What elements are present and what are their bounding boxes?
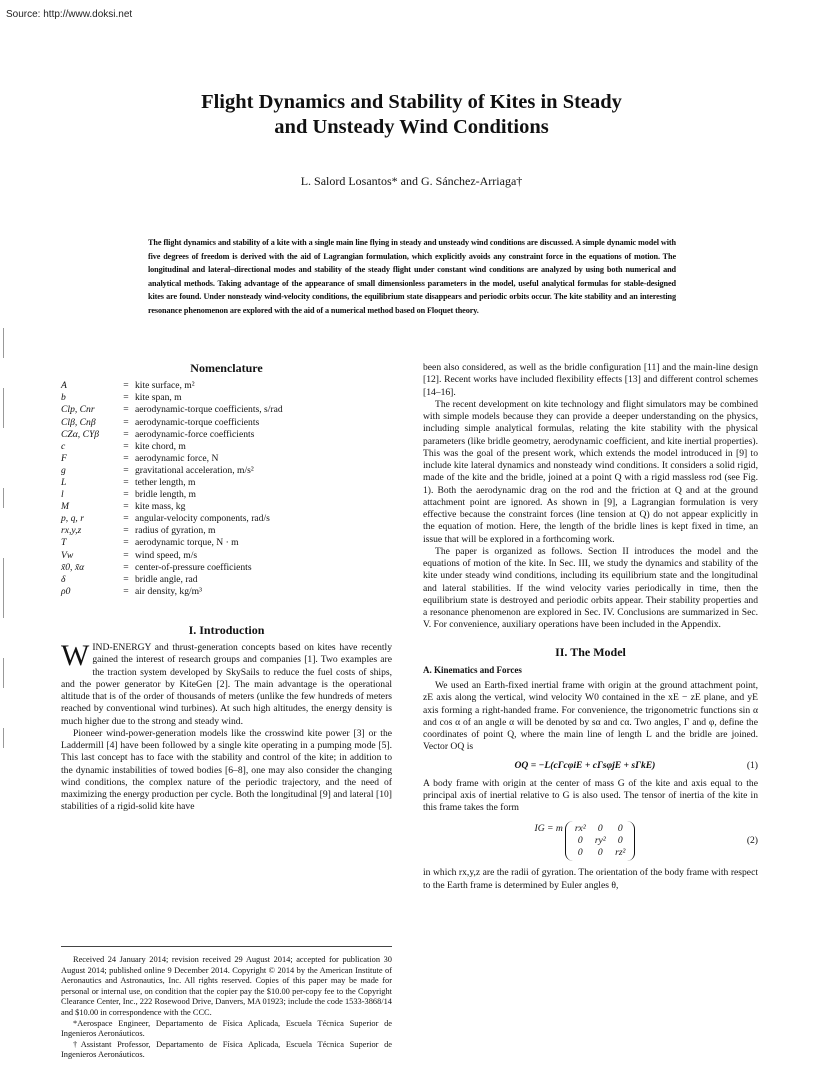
nomenclature-symbol: L — [61, 477, 67, 488]
equation-1 — [423, 760, 758, 772]
right-paragraph-1: been also considered, as well as the bridle configuration [11] and the main-line design [12]. Recent works have included flexibility effects [13] and different control schemes [14–16]. — [423, 362, 758, 398]
nomenclature-equals: = — [123, 561, 129, 573]
left-column — [61, 362, 392, 814]
kinematics-subheading: A. Kinematics and Forces — [423, 664, 522, 675]
nomenclature-description: air density, kg/m³ — [135, 585, 203, 597]
nomenclature-description: tether length, m — [135, 477, 196, 488]
matrix-cell: rz² — [615, 847, 626, 858]
nomenclature-symbol: Vw — [61, 549, 74, 561]
nomenclature-equals: = — [123, 513, 129, 525]
drop-cap: W — [61, 639, 90, 673]
nomenclature-symbol: M — [61, 501, 69, 513]
equation-1-body: OQ = −L(cΓcφiE + cΓsφjE + sΓkE) — [514, 759, 656, 771]
right-paragraph-2: The recent development on kite technology and flight simulators may be combined with simple models because they can provide a deeper understanding on the physics, including simple analytical formulas, relating the kite stability with the physical parameters (like bridle geometry, aerodynamic coefficient, and kite inertial properties). This was the goal of the present work, which extends the model introduced in [9] to include kite lateral dynamics and nonsteady wind conditions. It considers a solid rigid, made of the kite and the bridle, joined at a point Q with a rigid massless rod (see Fig. 1). Both the aerodynamic drag on the rod and the friction at Q and at the ground attachment point are ignored. As shown in [9], a Lagrangian formulation is very effective because the constraint forces (line tension at Q) do not appear explicitly in the equation of motion. Here, the length of the bridle lines is kept fixed in time, an issue that will be explored in a forthcoming work. — [423, 398, 758, 545]
matrix-cell: 0 — [617, 822, 623, 834]
equation-2-number: (2) — [746, 834, 758, 846]
paper-title — [100, 90, 723, 140]
nomenclature-description: center-of-pressure coefficients — [135, 561, 252, 573]
nomenclature-description: kite chord, m — [135, 440, 186, 452]
nomenclature-description: kite span, m — [135, 392, 182, 404]
nomenclature-description: aerodynamic force, N — [135, 452, 219, 464]
nomenclature-equals: = — [123, 452, 129, 464]
matrix-cell: 0 — [577, 834, 583, 846]
nomenclature-table — [61, 380, 392, 598]
margin-marks — [1, 328, 7, 748]
matrix-cell: 0 — [617, 834, 623, 846]
abstract: The flight dynamics and stability of a kite with a single main line flying in steady and unsteady wind conditions are discussed. A simple dynamic model with five degrees of freedom is derived with the aid of Lagrangian formulation, which explicitly avoids any constraint force in the equations of motion. The longitudinal and lateral–directional modes and stability of the steady flight under constant wind conditions are analyzed by using both numerical and analytical methods. Taking advantage of the appearance of small dimensionless parameters in the model, useful analytical formulas for stable-designed kites are found. Under nonsteady wind-velocity conditions, the equilibrium state disappears and periodic orbits occur. The kite stability and an interesting resonance phenomenon are explored with the aid of a numerical method based on Floquet theory. — [148, 238, 676, 315]
matrix-cell: 0 — [577, 847, 583, 858]
nomenclature-description: aerodynamic torque, N · m — [135, 537, 239, 549]
footnote-author-2: †Assistant Professor, Departamento de Física Aplicada, Escuela Técnica Superior de Ingenieros Aeronáuticos. — [61, 1039, 392, 1060]
right-column — [423, 362, 758, 892]
nomenclature-symbol: A — [61, 380, 67, 392]
right-paragraph-4: We used an Earth-fixed inertial frame with origin at the ground attachment point, zE axis along the vertical, wind velocity W0 contained in the xE − zE plane, and yE axis forming a right-handed frame. For convenience, the trigonometric functions sin α and cos α of an angle α will be denoted by sα and cα. Two angles, Γ and φ, define the coordinates of point Q, where the main line of length L and the bridle are joined. Vector OQ is — [423, 680, 758, 753]
title-line-2: and Unsteady Wind Conditions — [274, 116, 549, 138]
nomenclature-equals: = — [123, 477, 129, 488]
right-paragraph-3: The paper is organized as follows. Section II introduces the model and the equations of motion of the kite. In Sec. III, we study the dynamics and stability of the kite under steady wind conditions, including its equilibrium state and the longitudinal and lateral stabilities. If the wind velocity varies periodically in time, then the equilibrium state is destroyed and periodic orbits appear. Their stability properties and a resonance phenomenon are explored in Sec. IV. Conclusions are summarized in Sec. V. For convenience, auxiliary operations have been included in the Appendix. — [423, 545, 758, 631]
nomenclature-description: aerodynamic-torque coefficients, s/rad — [135, 404, 283, 416]
right-paragraph-6: in which rx,y,z are the radii of gyration. The orientation of the body frame with respect to the Earth frame is determined by Euler angles θ, — [423, 867, 758, 891]
title-line-1: Flight Dynamics and Stability of Kites in Steady — [201, 91, 622, 113]
nomenclature-symbol: Clp, Cnr — [61, 404, 95, 416]
nomenclature-symbol: CZα, CYβ — [61, 428, 100, 440]
nomenclature-equals: = — [123, 404, 129, 416]
nomenclature-equals: = — [123, 464, 129, 476]
nomenclature-symbol: ρ0 — [61, 585, 71, 597]
right-paragraph-5: A body frame with origin at the center of mass G of the kite and axis equal to the principal axis of inertial relative to G is also used. The tensor of inertia of the kite in this frame takes the form — [423, 777, 758, 814]
matrix-cell: 0 — [597, 822, 603, 834]
nomenclature-equals: = — [123, 428, 129, 440]
nomenclature-symbol: Clβ, Cnβ — [61, 416, 96, 428]
nomenclature-symbol: l — [61, 489, 64, 501]
intro-paragraph-2: Pioneer wind-power-generation models like the crosswind kite power [3] or the Laddermill [4] have been followed by a single kite operating in a pumping mode [5]. This last concept has to face with the stability and control of the kite; in addition to the dynamic instabilities of towed bodies [6–8], one may also consider the changing wind conditions, the complex nature of the periodic trajectory, and the need of maximizing the energy production per cycle. Both the longitudinal [9] and lateral [10] stabilities of a rigid-solid kite have — [61, 727, 392, 813]
footnote-author-1: *Aerospace Engineer, Departamento de Física Aplicada, Escuela Técnica Superior de Ingenieros Aeronáuticos. — [61, 1018, 392, 1039]
nomenclature-equals: = — [123, 549, 129, 561]
nomenclature-symbol: p, q, r — [61, 513, 84, 525]
nomenclature-equals: = — [123, 392, 129, 404]
nomenclature-symbol: g — [61, 464, 66, 476]
introduction-heading: I. Introduction — [188, 622, 265, 637]
nomenclature-symbol: b — [61, 392, 66, 404]
nomenclature-equals: = — [123, 573, 129, 585]
nomenclature-symbol: rx,y,z — [61, 525, 82, 537]
matrix-cell: ry² — [594, 834, 606, 846]
equation-1-number: (1) — [746, 759, 758, 771]
nomenclature-symbol: F — [61, 452, 67, 464]
nomenclature-description: gravitational acceleration, m/s² — [135, 464, 254, 476]
nomenclature-symbol: T — [61, 537, 67, 549]
nomenclature-description: angular-velocity components, rad/s — [135, 513, 270, 525]
matrix-cell: rx² — [574, 822, 586, 834]
nomenclature-heading: Nomenclature — [190, 361, 263, 375]
footnotes — [61, 946, 392, 1061]
nomenclature-symbol: c — [61, 440, 66, 452]
nomenclature-symbol: x̃0, x̃α — [61, 561, 85, 573]
intro-paragraph-1: WIND-ENERGY and thrust-generation concepts based on kites have recently gained the interest of research groups and companies [1]. Two examples are the traction system developed by SkySails to reduce the fuel costs of ships, and the power generator by KiteGen [2]. The main advantage is the operational altitude that is of the order of thousands of meters (unlike the few hundreds of meters reached by conventional wind turbines). At such high altitudes, the energy density is much higher due to the strong and steady wind. — [61, 639, 392, 727]
source-url: Source: http://www.doksi.net — [6, 9, 133, 20]
nomenclature-equals: = — [123, 380, 129, 392]
nomenclature-equals: = — [123, 525, 129, 537]
nomenclature-description: kite surface, m² — [135, 380, 195, 392]
equation-2 — [423, 821, 758, 862]
nomenclature-description: wind speed, m/s — [135, 549, 198, 561]
equation-2-lhs: IG = m — [534, 822, 563, 834]
footnote-received: Received 24 January 2014; revision received 29 August 2014; accepted for publication 30 August 2014; published online 9 December 2014. Copyright © 2014 by the American Institute of Aeronautics and Astronautics, Inc. All rights reserved. Copies of this paper may be made for personal or internal use, on condition that the copier pay the $10.00 per-copy fee to the Copyright Clearance Center, Inc., 222 Rosewood Drive, Danvers, MA 01923; include the code 1533-3868/14 and $10.00 in correspondence with the CCC. — [61, 955, 392, 1017]
authors: L. Salord Losantos* and G. Sánchez-Arriaga† — [300, 174, 523, 188]
inertia-matrix — [565, 821, 635, 862]
nomenclature-description: bridle length, m — [135, 489, 197, 501]
nomenclature-description: bridle angle, rad — [135, 573, 198, 585]
nomenclature-description: radius of gyration, m — [135, 525, 216, 537]
nomenclature-equals: = — [123, 537, 129, 549]
nomenclature-equals: = — [123, 489, 129, 501]
nomenclature-equals: = — [123, 501, 129, 513]
nomenclature-description: aerodynamic-torque coefficients — [135, 416, 260, 428]
nomenclature-equals: = — [123, 416, 129, 428]
matrix-cell: 0 — [597, 847, 603, 858]
nomenclature-equals: = — [123, 585, 129, 597]
model-heading: II. The Model — [555, 644, 626, 659]
nomenclature-description: kite mass, kg — [135, 501, 186, 513]
nomenclature-description: aerodynamic-force coefficients — [135, 428, 255, 440]
nomenclature-equals: = — [123, 440, 129, 452]
nomenclature-symbol: δ — [61, 573, 66, 585]
